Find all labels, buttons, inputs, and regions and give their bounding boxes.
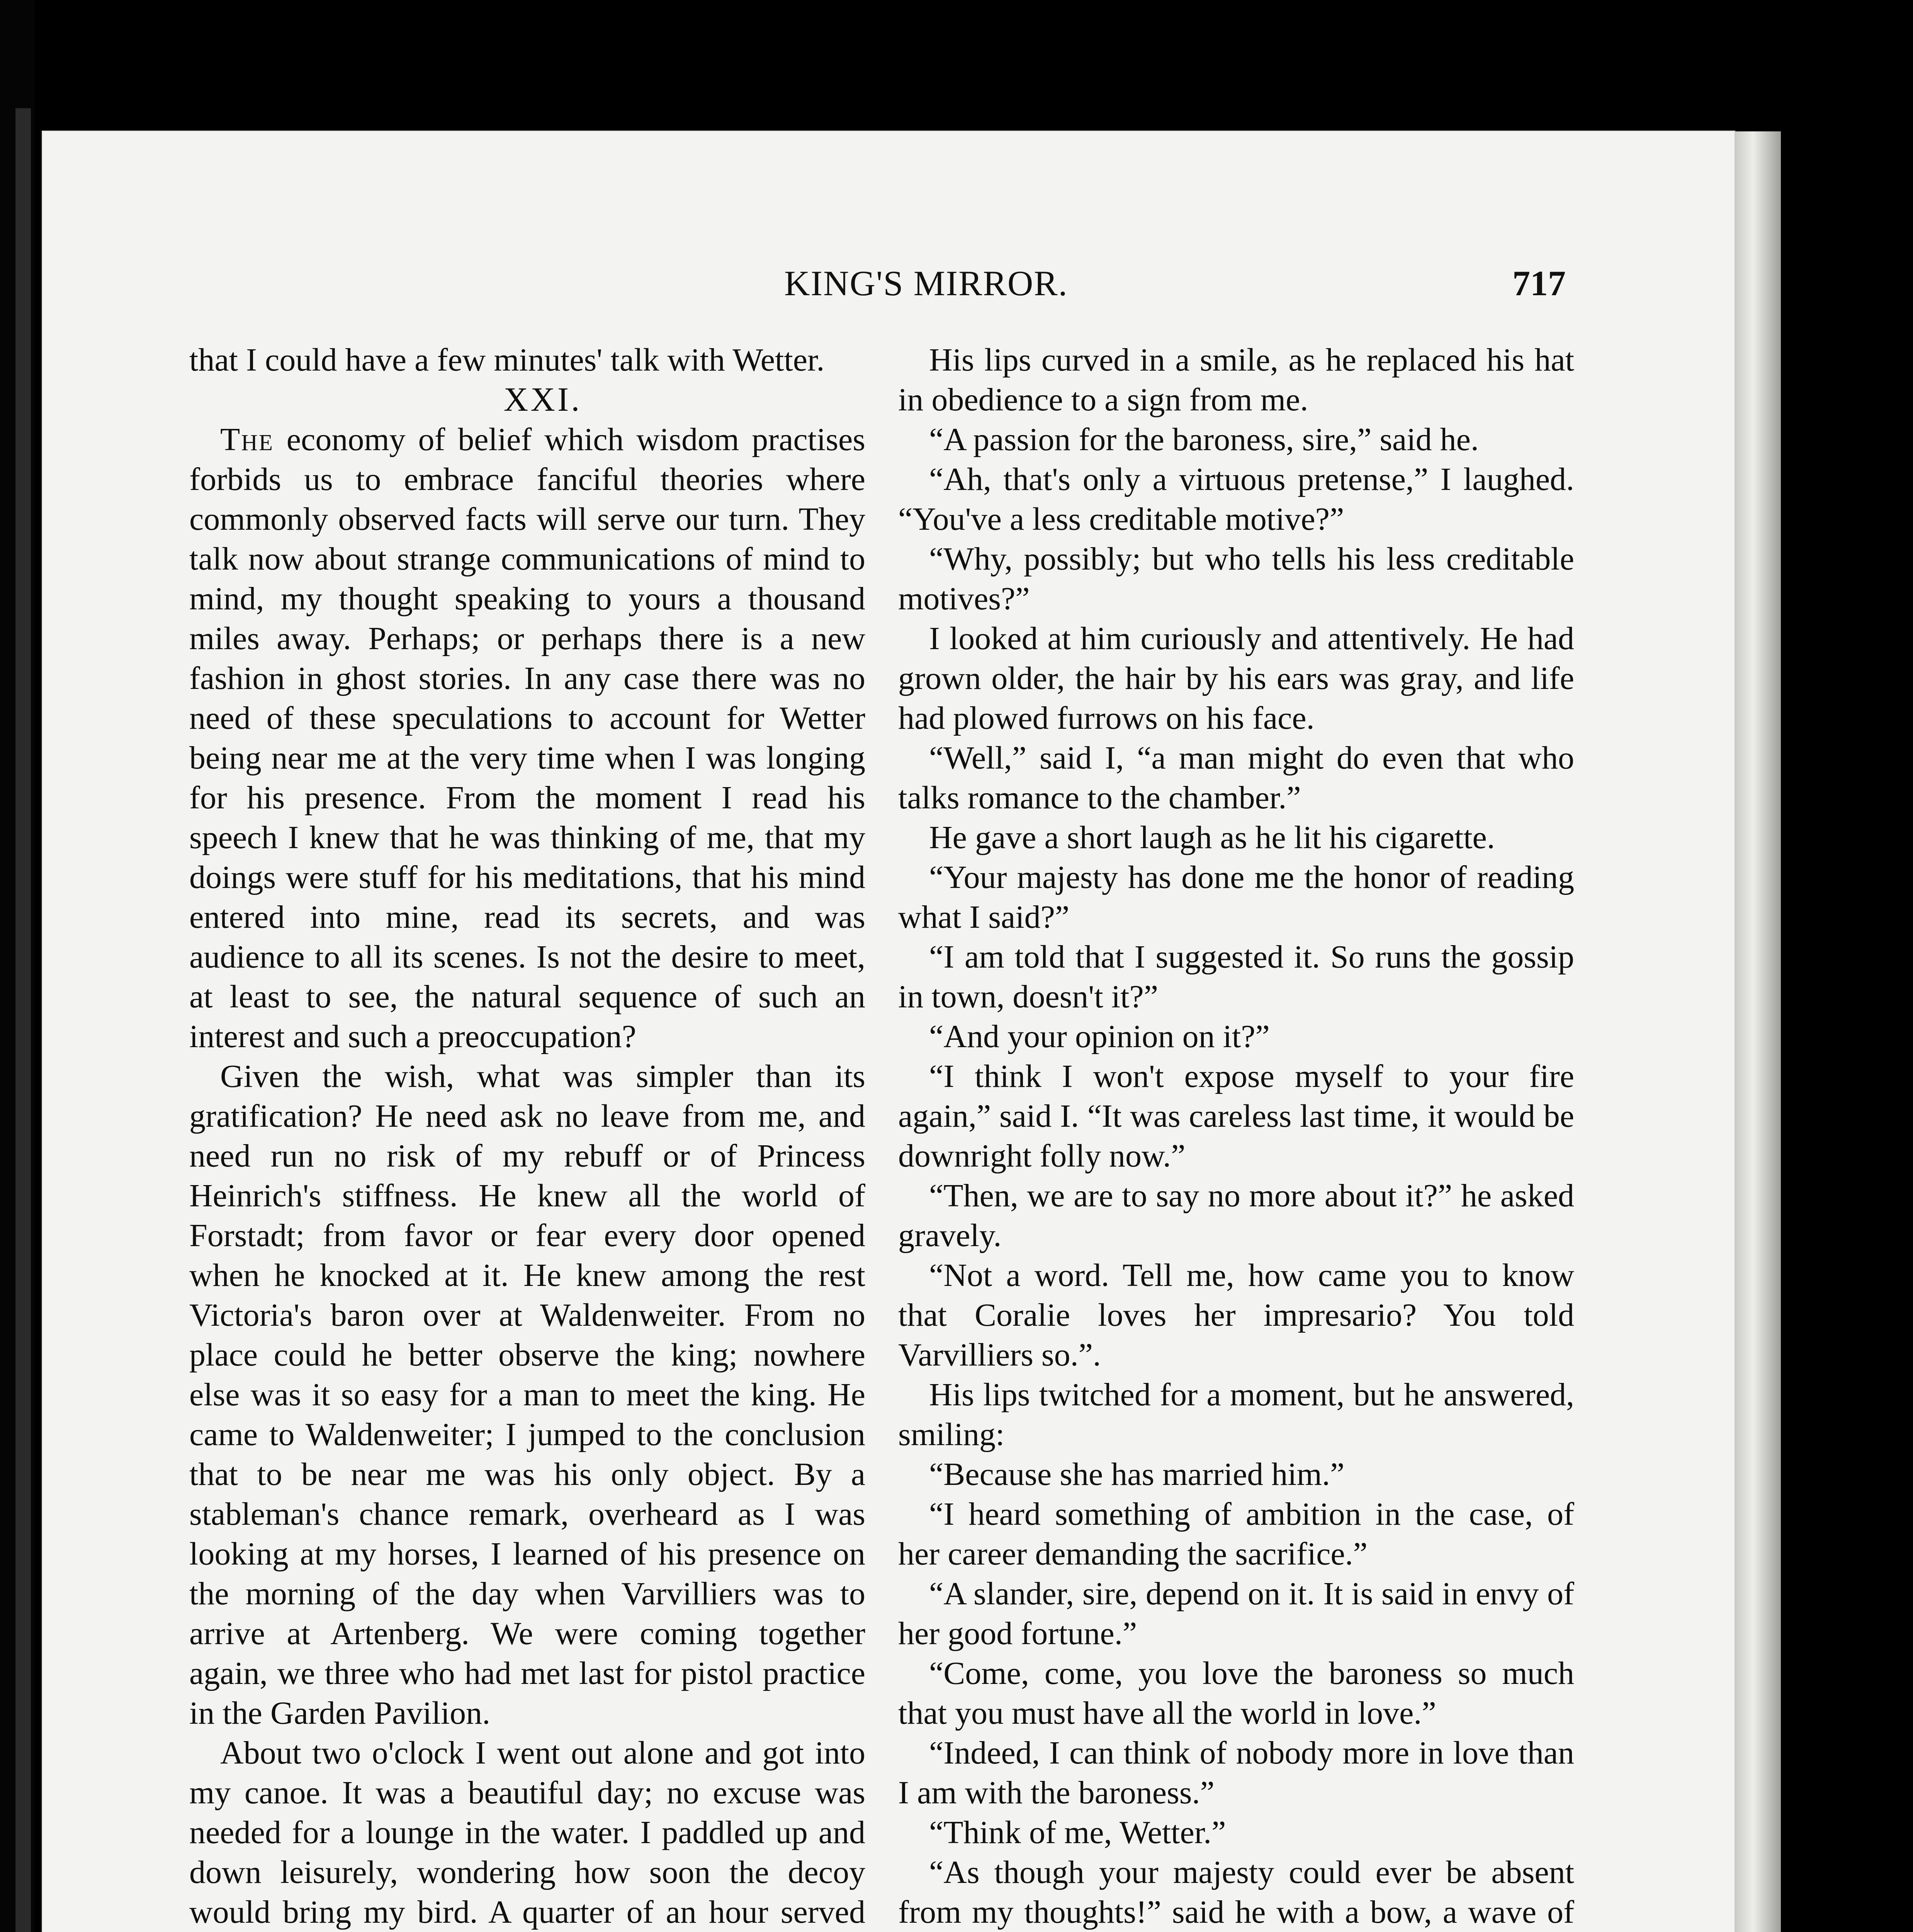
page-edge-stack — [1735, 131, 1781, 1932]
paragraph: “Think of me, Wetter.” — [929, 1815, 1226, 1850]
paragraph-body: economy of belief which wisdom practises forbids us to embrace fanciful theories where commonly observed facts will serve our turn. They talk now about strange communications of mind to mind, my thought speaking to yours a thousand miles away. Perhaps; or perhaps there is a new fashion in ghost stories. In any case there was no need of these speculations to account for Wetter being near me at the very time when I was longing for his presence. From the moment I read his speech I knew that he was thinking of me, that my doings were stuff for his meditations, that his mind entered into mine, read its secrets, and was audience to all its scenes. Is not the desire to meet, at least to see, the natural sequence of such an interest and such a preoccupation? — [189, 422, 865, 1054]
paragraph: His lips curved in a smile, as he replaced his hat in obedience to a sign from me. — [898, 342, 1574, 418]
paragraph: “Come, come, you love the baroness so much that you must have all the world in love.” — [898, 1655, 1574, 1731]
paragraph: “Because she has married him.” — [929, 1456, 1345, 1492]
paragraph: He gave a short laugh as he lit his cigarette. — [929, 820, 1495, 855]
paragraph-lead-word: The — [220, 422, 274, 457]
paragraph: His lips twitched for a moment, but he answered, smiling: — [898, 1377, 1574, 1452]
paragraph: I looked at him curiously and attentively. He had grown older, the hair by his ears was gray, and life had plowed furrows on his face. — [898, 621, 1574, 736]
paragraph: “Well,” said I, “a man might do even that who talks romance to the chamber.” — [898, 740, 1574, 816]
paragraph: “Not a word. Tell me, how came you to know that Coralie loves her impresario? You told Varvilliers so.”. — [898, 1257, 1574, 1373]
paragraph: “I heard something of ambition in the case, of her career demanding the sacrifice.” — [898, 1496, 1574, 1572]
paragraph: that I could have a few minutes' talk with Wetter. — [189, 342, 825, 378]
paragraph: “Then, we are to say no more about it?” he asked gravely. — [898, 1178, 1574, 1253]
left-text-column — [189, 340, 865, 1932]
paragraph: “And your opinion on it?” — [929, 1019, 1270, 1054]
paragraph: “I am told that I suggested it. So runs the gossip in town, doesn't it?” — [898, 939, 1574, 1015]
page-gutter-shadow — [15, 108, 31, 1932]
paragraph: About two o'clock I went out alone and got into my canoe. It was a beautiful day; no excuse was needed for a lounge in the water. I paddled up and down leisurely, wondering how soon the decoy would bring my bird. A quarter of an hour served — [189, 1735, 865, 1930]
paragraph: “Why, possibly; but who tells his less creditable motives?” — [898, 541, 1574, 617]
right-text-column — [898, 340, 1574, 1932]
running-head: KING'S MIRROR. — [784, 264, 1068, 303]
paragraph — [189, 420, 865, 1056]
paragraph: “As though your majesty could ever be absent from my thoughts!” said he with a bow, a wave of — [898, 1854, 1574, 1930]
paragraph: “A passion for the baroness, sire,” said he. — [929, 422, 1479, 457]
book-page — [42, 131, 1735, 1932]
paragraph: “Your majesty has done me the honor of reading what I said?” — [898, 859, 1574, 935]
paragraph: “I think I won't expose myself to your fire again,” said I. “It was careless last time, it would be downright folly now.” — [898, 1058, 1574, 1174]
paragraph: “A slander, sire, depend on it. It is said in envy of her good fortune.” — [898, 1576, 1574, 1651]
adjacent-page-edge — [0, 0, 35, 1932]
page-header — [42, 263, 1735, 313]
paragraph: Given the wish, what was simpler than its gratification? He need ask no leave from me, and need run no risk of my rebuff or of Princess Heinrich's stiffness. He knew all the world of Forstadt; from favor or fear every door opened when he knocked at it. He knew among the rest Victoria's baron over at Waldenweiter. From no place could he better observe the king; nowhere else was it so easy for a man to meet the king. He came to Waldenweiter; I jumped to the conclusion that to be near me was his only object. By a stableman's chance remark, overheard as I was looking at my horses, I learned of his presence on the morning of the day when Varvilliers was to arrive at Artenberg. We were coming together again, we three who had met last for pistol practice in the Garden Pavilion. — [189, 1058, 865, 1731]
page-number: 717 — [1512, 264, 1566, 303]
paragraph: “Indeed, I can think of nobody more in love than I am with the baroness.” — [898, 1735, 1574, 1811]
chapter-heading: XXI. — [503, 381, 582, 418]
paragraph: “Ah, that's only a virtuous pretense,” I laughed. “You've a less creditable motive?” — [898, 461, 1574, 537]
